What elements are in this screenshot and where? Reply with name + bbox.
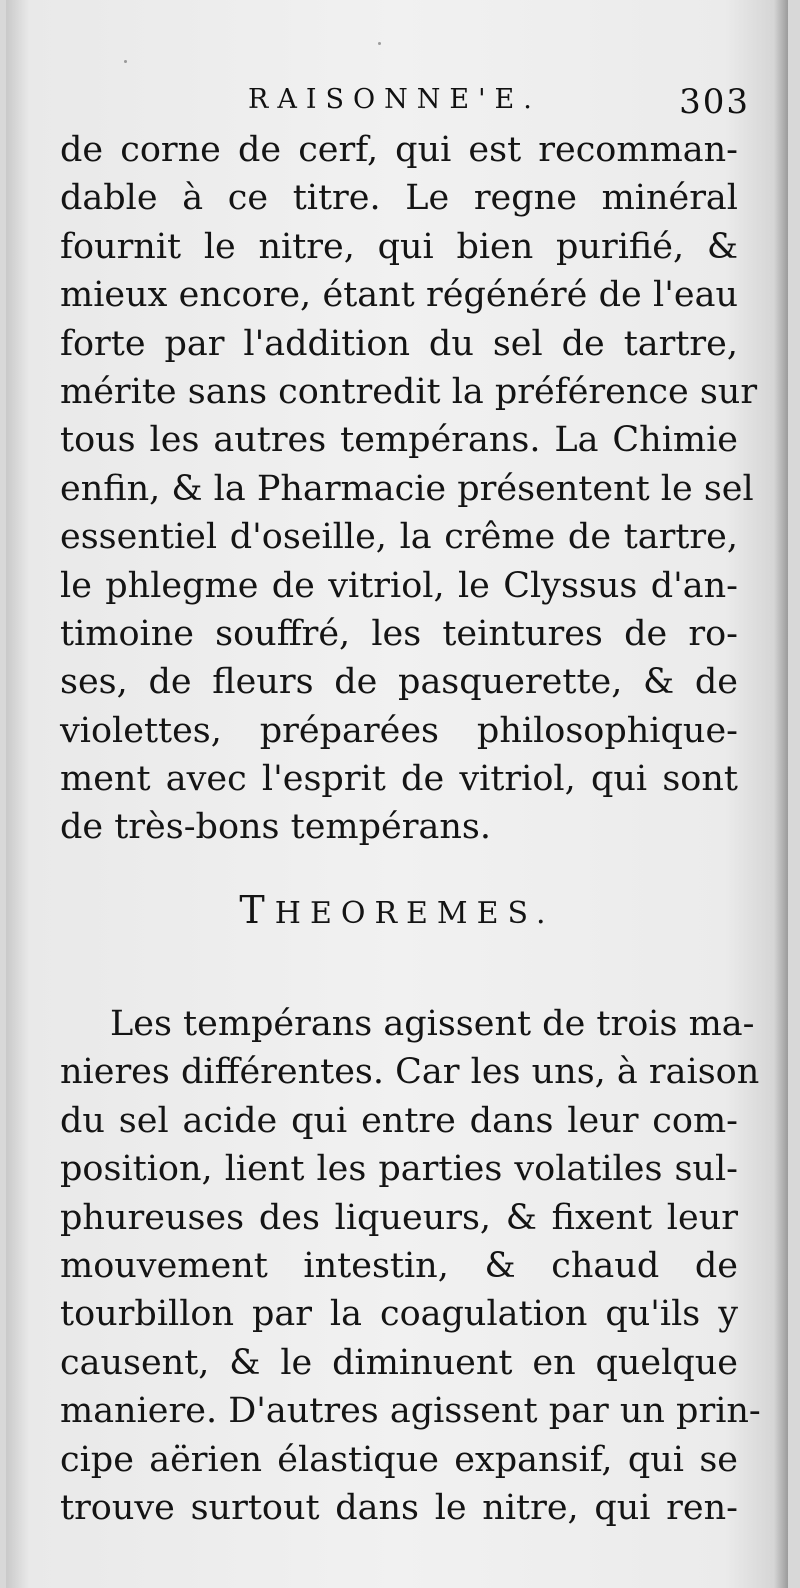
text-line: mouvement intestin, & chaud de [60, 1245, 738, 1286]
heading-rest: HEOREMES. [274, 896, 555, 931]
text-line: de très-bons tempérans. [60, 807, 491, 848]
text-line: trouve surtout dans le nitre, qui ren- [60, 1487, 738, 1528]
text-line: tourbillon par la coagulation qu'ils y [60, 1294, 738, 1335]
text-line: forte par l'addition du sel de tartre, [60, 323, 738, 364]
section-heading [6, 888, 788, 932]
text-line: cipe aërien élastique expansif, qui se [60, 1439, 738, 1480]
text-line: enfin, & la Pharmacie présentent le sel [60, 468, 754, 509]
text-line: causent, & le diminuent en quelque [60, 1342, 738, 1383]
text-line: fournit le nitre, qui bien purifié, & [60, 226, 738, 267]
text-line: dable à ce titre. Le regne minéral [60, 178, 738, 219]
paragraph-1 [60, 126, 758, 852]
text-line: Les tempérans agissent de trois ma- [110, 1004, 755, 1044]
heading-initial: T [239, 888, 275, 932]
text-line: du sel acide qui entre dans leur com- [60, 1100, 738, 1141]
text-line: position, lient les parties volatiles sul- [60, 1149, 738, 1190]
text-line: mieux encore, étant régénéré de l'eau [60, 275, 738, 316]
text-line: tous les autres tempérans. La Chimie [60, 420, 738, 461]
text-line: maniere. D'autres agissent par un prin- [60, 1391, 761, 1432]
text-line: ses, de fleurs de pasquerette, & de [60, 662, 738, 703]
text-line: mérite sans contredit la préférence sur [60, 371, 758, 412]
text-line: essentiel d'oseille, la crême de tartre, [60, 517, 738, 558]
page-number: 303 [679, 82, 750, 122]
book-page [6, 0, 788, 1588]
text-line: phureuses des liqueurs, & fixent leur [60, 1197, 738, 1238]
text-line: de corne de cerf, qui est recomman- [60, 130, 738, 170]
ink-speck [124, 60, 127, 63]
ink-speck [378, 42, 381, 45]
page-gutter-shadow [774, 0, 788, 1588]
paragraph-2 [60, 1000, 761, 1532]
text-line: timoine souffré, les teintures de ro- [60, 613, 738, 654]
page-header [60, 82, 750, 126]
text-line: le phlegme de vitriol, le Clyssus d'an- [60, 565, 738, 606]
running-head: RAISONNE'E. [248, 84, 541, 115]
text-line: nieres différentes. Car les uns, à raison [60, 1052, 760, 1093]
text-line: violettes, préparées philosophique- [60, 710, 738, 751]
text-line: ment avec l'esprit de vitriol, qui sont [60, 759, 738, 800]
